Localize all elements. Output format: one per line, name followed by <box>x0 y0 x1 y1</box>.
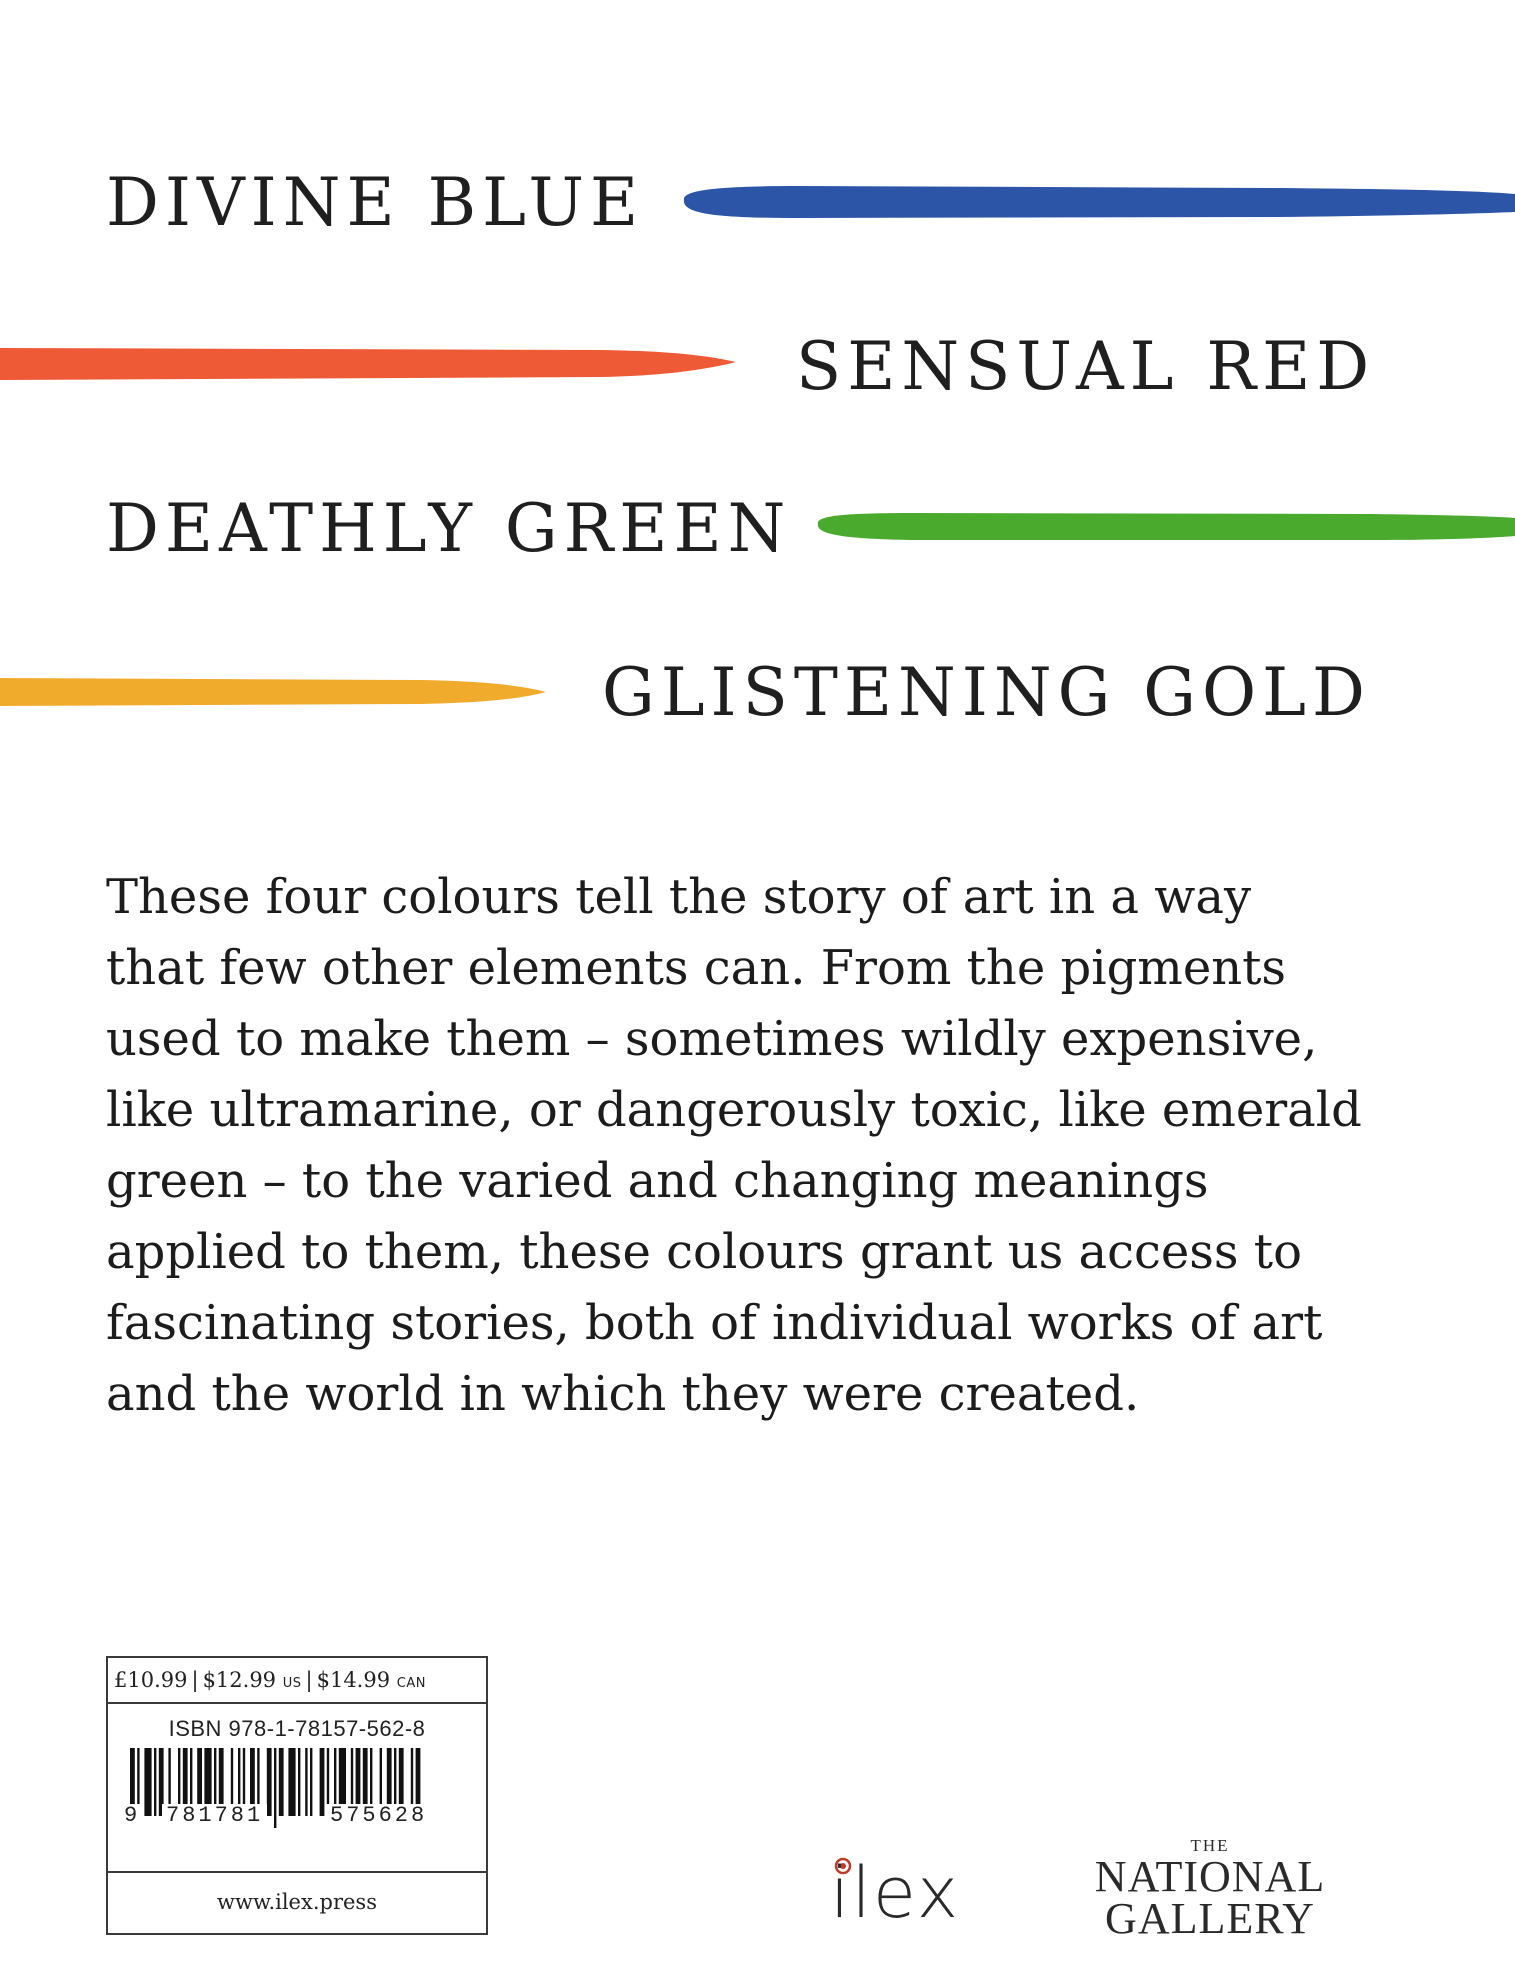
blurb-line: and the world in which they were created. <box>106 1366 1140 1422</box>
price-separator: | <box>305 1668 313 1692</box>
blue-paint-stroke <box>678 180 1515 224</box>
gold-stroke-path <box>0 678 546 706</box>
price-can: $14.99 <box>316 1668 391 1692</box>
heading-glistening-gold: GLISTENING GOLD <box>602 654 1371 731</box>
heading-sensual-red: SENSUAL RED <box>796 328 1376 405</box>
heading-divine-blue: DIVINE BLUE <box>106 164 645 241</box>
gold-paint-stroke <box>0 672 550 712</box>
blurb-line: These four colours tell the story of art in a way <box>106 869 1252 925</box>
red-stroke-path <box>0 348 736 380</box>
heading-deathly-green: DEATHLY GREEN <box>106 490 792 567</box>
blurb-line: used to make them – sometimes wildly expensive, <box>106 1011 1318 1067</box>
barcode-digits-right: 575628 <box>326 1804 431 1828</box>
green-stroke-path <box>818 513 1515 540</box>
blue-stroke-path <box>684 186 1515 218</box>
barcode-box <box>106 1656 488 1935</box>
ng-national-text: NATIONAL <box>1094 1852 1326 1901</box>
blurb-line: fascinating stories, both of individual works of art <box>106 1295 1323 1351</box>
barcode-digits-left: 781781 <box>162 1804 267 1828</box>
isbn-number: ISBN 978-1-78157-562-8 <box>168 1716 426 1741</box>
price-can-unit: CAN <box>396 1676 426 1691</box>
blurb-line: green – to the varied and changing meanings <box>106 1153 1209 1209</box>
barcode-digit-first: 9 <box>124 1803 141 1828</box>
ng-the-text: THE <box>1190 1836 1230 1855</box>
red-paint-stroke <box>0 344 740 384</box>
price-row <box>108 1658 486 1704</box>
green-paint-stroke <box>812 506 1515 546</box>
blurb-line: that few other elements can. From the pigments <box>106 940 1287 996</box>
price-us: $12.99 <box>202 1668 277 1692</box>
ng-gallery-text: GALLERY <box>1105 1894 1315 1943</box>
blurb-paragraph <box>106 862 1406 1430</box>
blurb-line: applied to them, these colours grant us access to <box>106 1224 1302 1280</box>
national-gallery-logo <box>1090 1836 1330 1943</box>
publisher-url: www.ilex.press <box>108 1871 486 1933</box>
ilex-logo <box>830 1848 980 1938</box>
barcode-digits <box>108 1804 490 1834</box>
price-us-unit: US <box>282 1676 302 1691</box>
price-gbp: £10.99 <box>114 1668 188 1692</box>
blurb-line: like ultramarine, or dangerously toxic, like emerald <box>106 1082 1362 1138</box>
ilex-wordmark: ilex <box>830 1852 961 1934</box>
price-separator: | <box>191 1668 199 1692</box>
